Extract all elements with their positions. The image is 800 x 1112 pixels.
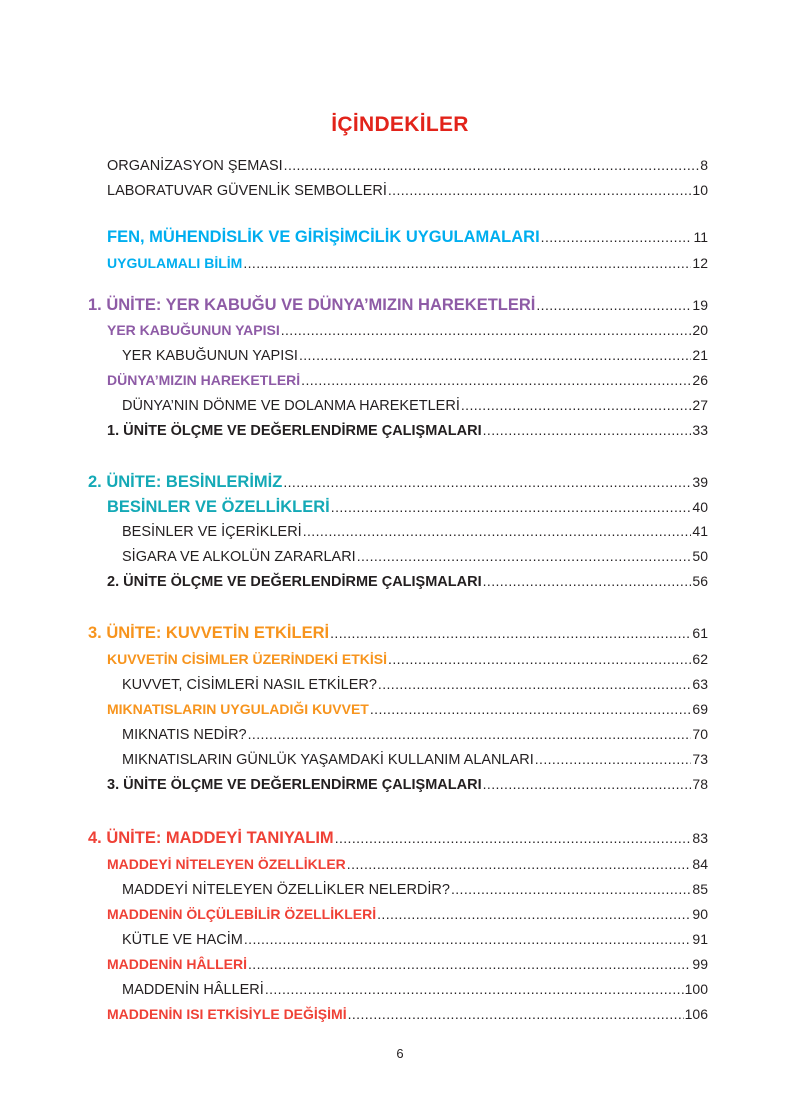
toc-entry[interactable] [122, 397, 708, 414]
leader-dots [348, 1006, 684, 1022]
toc-entry-page: 73 [692, 751, 708, 767]
toc-subsection[interactable] [107, 856, 708, 872]
toc-entry[interactable] [122, 676, 708, 693]
toc-entry-label: MIKNATISLARIN UYGULADIĞI KUVVET [107, 701, 369, 717]
toc-entry-label: YER KABUĞUNUN YAPISI [122, 348, 298, 364]
toc-subsection[interactable] [107, 255, 708, 271]
toc-entry-page: 61 [692, 625, 708, 641]
toc-entry-page: 21 [692, 347, 708, 363]
toc-entry-label: MADDEYİ NİTELEYEN ÖZELLİKLER NELERDİR? [122, 882, 450, 898]
toc-entry-page: 33 [692, 422, 708, 438]
toc-entry-page: 20 [692, 322, 708, 338]
leader-dots [357, 548, 692, 564]
toc-subsection[interactable] [107, 651, 708, 667]
toc-entry-page: 12 [692, 255, 708, 271]
toc-entry[interactable] [122, 931, 708, 948]
toc-entry-label: DÜNYA’NIN DÖNME VE DOLANMA HAREKETLERİ [122, 398, 460, 414]
toc-entry[interactable] [122, 548, 708, 565]
leader-dots [536, 297, 691, 313]
toc-subsection[interactable] [107, 956, 708, 972]
toc-entry-page: 27 [692, 397, 708, 413]
toc-entry-label: MIKNATISLARIN GÜNLÜK YAŞAMDAKİ KULLANIM ALANLARI [122, 752, 534, 768]
toc-entry-label: MADDEYİ NİTELEYEN ÖZELLİKLER [107, 856, 346, 872]
leader-dots [388, 651, 691, 667]
toc-assessment-entry[interactable] [107, 776, 708, 793]
toc-subsection[interactable] [107, 906, 708, 922]
leader-dots [483, 422, 692, 438]
toc-entry-label: DÜNYA’MIZIN HAREKETLERİ [107, 372, 301, 388]
leader-dots [265, 981, 684, 997]
toc-entry-label: MADDENİN ISI ETKİSİYLE DEĞİŞİMİ [107, 1006, 347, 1022]
leader-dots [377, 906, 691, 922]
toc-entry-label: 4. ÜNİTE: MADDEYİ TANIYALIM [88, 829, 334, 847]
toc-subsection[interactable] [107, 498, 708, 517]
leader-dots [301, 372, 691, 388]
toc-entry-label: MADDENİN HÂLLERİ [107, 956, 247, 972]
leader-dots [388, 182, 692, 198]
toc-entry-label: BESİNLER VE İÇERİKLERİ [122, 524, 302, 540]
toc-entry-label: FEN, MÜHENDİSLİK VE GİRİŞİMCİLİK UYGULAMALARI [107, 228, 540, 246]
toc-entry-label: 3. ÜNİTE: KUVVETİN ETKİLERİ [88, 624, 330, 642]
toc-entry-label: KÜTLE VE HACİM [122, 932, 243, 948]
toc-subsection[interactable] [107, 372, 708, 388]
page-title: İÇİNDEKİLER [331, 113, 469, 136]
toc-entry-page: 50 [692, 548, 708, 564]
toc-entry-page: 41 [692, 523, 708, 539]
leader-dots [303, 523, 692, 539]
toc-entry-page: 40 [692, 499, 708, 515]
toc-entry-label: MADDENİN ÖLÇÜLEBİLİR ÖZELLİKLERİ [107, 906, 377, 922]
toc-entry-label: ORGANİZASYON ŞEMASI [107, 158, 283, 174]
leader-dots [335, 830, 692, 846]
leader-dots [283, 474, 691, 490]
toc-subsection[interactable] [107, 1006, 708, 1022]
toc-entry-page: 11 [693, 229, 708, 245]
leader-dots [541, 229, 693, 245]
toc-entry-page: 100 [684, 981, 708, 997]
leader-dots [483, 776, 692, 792]
toc-entry-label: 3. ÜNİTE ÖLÇME VE DEĞERLENDİRME ÇALIŞMALARI [107, 777, 482, 793]
toc-subsection[interactable] [107, 701, 708, 717]
toc-entry-page: 39 [692, 474, 708, 490]
toc-entry-page: 69 [692, 701, 708, 717]
page-number: 6 [396, 1046, 404, 1061]
leader-dots [284, 157, 700, 173]
toc-entry-page: 63 [692, 676, 708, 692]
leader-dots [461, 397, 692, 413]
leader-dots [244, 931, 692, 947]
toc-entry[interactable] [107, 182, 708, 199]
leader-dots [370, 701, 692, 717]
toc-unit-heading[interactable] [88, 624, 708, 643]
toc-entry-label: 1. ÜNİTE: YER KABUĞU VE DÜNYA’MIZIN HAREKETLERİ [88, 296, 536, 314]
toc-entry[interactable] [107, 157, 708, 174]
leader-dots [331, 499, 692, 515]
toc-entry-label: 2. ÜNİTE: BESİNLERİMİZ [88, 473, 283, 491]
toc-entry-label: KUVVETİN CİSİMLER ÜZERİNDEKİ ETKİSİ [107, 651, 388, 667]
toc-entry-label: 2. ÜNİTE ÖLÇME VE DEĞERLENDİRME ÇALIŞMALARI [107, 574, 482, 590]
leader-dots [451, 881, 691, 897]
toc-entry-page: 91 [692, 931, 708, 947]
toc-entry-page: 62 [692, 651, 708, 667]
toc-entry-page: 106 [684, 1006, 708, 1022]
toc-entry-label: LABORATUVAR GÜVENLİK SEMBOLLERİ [107, 183, 387, 199]
leader-dots [243, 255, 691, 271]
toc-entry-label: MIKNATIS NEDİR? [122, 727, 247, 743]
toc-entry-label: BESİNLER VE ÖZELLİKLERİ [107, 498, 330, 516]
toc-entry[interactable] [122, 347, 708, 364]
toc-entry-page: 85 [692, 881, 708, 897]
toc-entry-page: 8 [700, 157, 708, 173]
toc-entry[interactable] [122, 523, 708, 540]
toc-entry-page: 78 [692, 776, 708, 792]
toc-entry-page: 84 [692, 856, 708, 872]
toc-assessment-entry[interactable] [107, 422, 708, 439]
toc-entry-page: 83 [692, 830, 708, 846]
toc-entry-label: SİGARA VE ALKOLÜN ZARARLARI [122, 549, 356, 565]
toc-subsection[interactable] [107, 322, 708, 338]
leader-dots [248, 726, 692, 742]
toc-entry-label: 1. ÜNİTE ÖLÇME VE DEĞERLENDİRME ÇALIŞMALARI [107, 423, 482, 439]
leader-dots [299, 347, 691, 363]
toc-entry-page: 99 [692, 956, 708, 972]
toc-entry-page: 56 [692, 573, 708, 589]
toc-entry-label: MADDENİN HÂLLERİ [122, 982, 264, 998]
toc-section-heading[interactable] [107, 228, 708, 247]
leader-dots [483, 573, 692, 589]
toc-unit-heading[interactable] [88, 829, 708, 848]
leader-dots [347, 856, 692, 872]
toc-entry-label: YER KABUĞUNUN YAPISI [107, 322, 280, 338]
toc-entry-page: 10 [692, 182, 708, 198]
toc-unit-heading[interactable] [88, 296, 708, 315]
toc-entry-page: 26 [692, 372, 708, 388]
toc-entry[interactable] [122, 751, 708, 768]
toc-entry-page: 90 [692, 906, 708, 922]
leader-dots [535, 751, 692, 767]
toc-entry[interactable] [122, 726, 708, 743]
toc-unit-heading[interactable] [88, 473, 708, 492]
toc-entry[interactable] [122, 981, 708, 998]
toc-entry-page: 70 [692, 726, 708, 742]
toc-entry-label: UYGULAMALI BİLİM [107, 255, 243, 271]
toc-assessment-entry[interactable] [107, 573, 708, 590]
leader-dots [330, 625, 691, 641]
toc-entry-label: KUVVET, CİSİMLERİ NASIL ETKİLER? [122, 677, 377, 693]
toc-entry[interactable] [122, 881, 708, 898]
leader-dots [378, 676, 692, 692]
leader-dots [281, 322, 692, 338]
leader-dots [248, 956, 691, 972]
toc-entry-page: 19 [692, 297, 708, 313]
